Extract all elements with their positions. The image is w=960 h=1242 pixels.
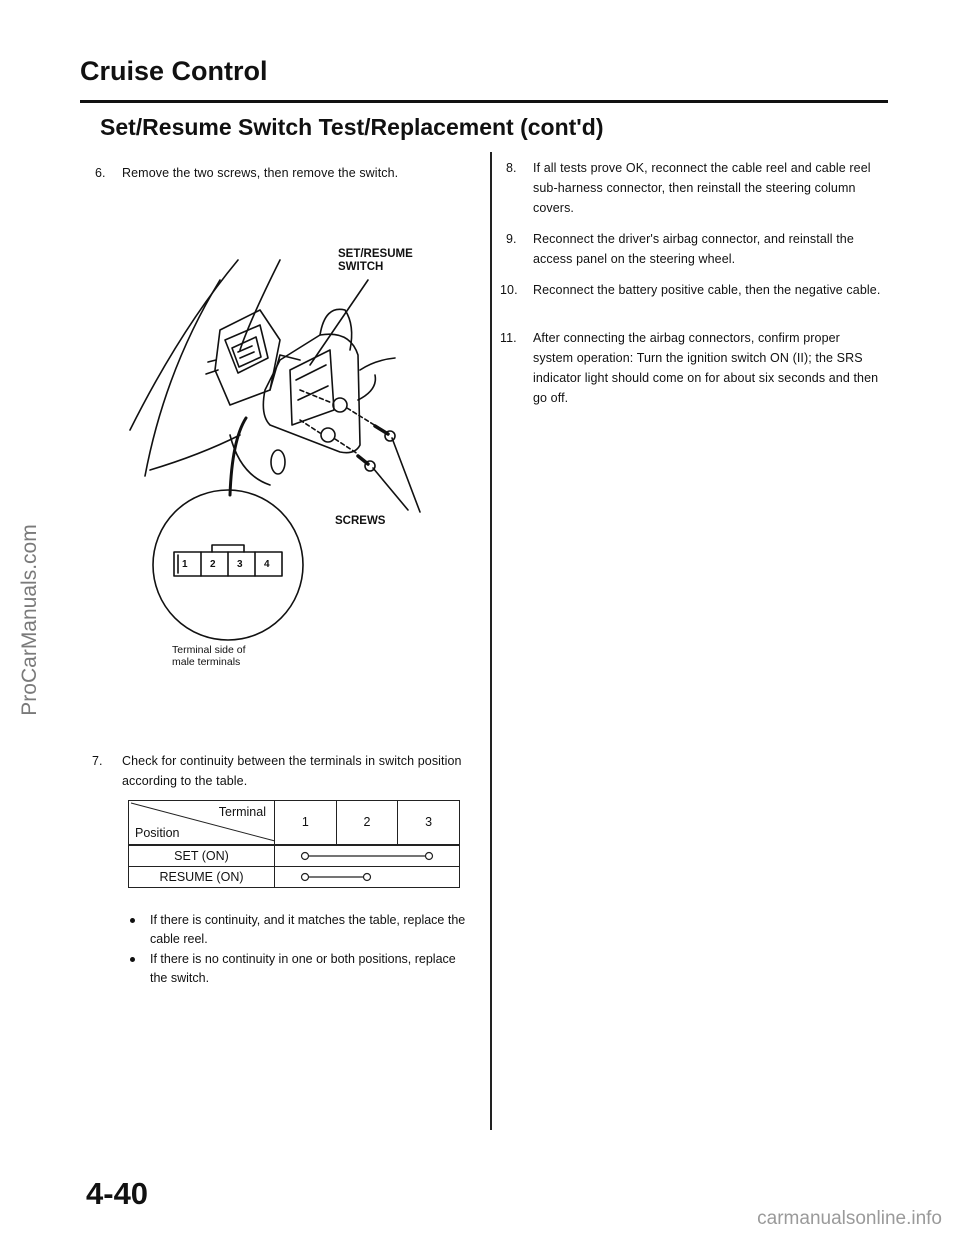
step-10-text: Reconnect the battery positive cable, then the negative cable. (533, 283, 881, 297)
column-header-1: 1 (275, 801, 337, 845)
terminal-side-caption-line2: male terminals (172, 656, 241, 668)
column-divider (490, 152, 492, 1130)
bullet-dot (130, 957, 135, 962)
step-8 (506, 158, 882, 222)
step-7 (92, 751, 464, 793)
terminal-side-caption-line1: Terminal side of (172, 644, 246, 656)
label-set-resume-switch-line1: SET/RESUME (338, 248, 413, 260)
step-6 (95, 163, 455, 185)
terminal-number-2: 2 (210, 559, 216, 570)
table-header-row (129, 801, 460, 845)
step-9-text: Reconnect the driver's airbag connector, and reinstall the access panel on the steering wheel. (533, 232, 854, 266)
label-set-resume-switch (338, 248, 413, 274)
switch-removal-figure (120, 240, 470, 680)
result-bullets (128, 911, 466, 989)
column-header-3: 3 (398, 801, 460, 845)
step-7-text: Check for continuity between the terminals in switch position according to the table. (122, 754, 462, 788)
step-6-text: Remove the two screws, then remove the switch. (122, 166, 399, 180)
step-8-number: 8. (506, 161, 517, 175)
row-continuity-cells (275, 866, 460, 887)
section-title: Cruise Control (80, 56, 268, 86)
label-screws: SCREWS (335, 515, 386, 527)
bullet-text: If there is no continuity in one or both positions, replace the switch. (150, 952, 456, 985)
list-item (128, 911, 466, 949)
watermark-carmanualsonline: carmanualsonline.info (757, 1208, 942, 1229)
watermark-procarmanuals: ProCarManuals.com (18, 524, 41, 716)
step-10 (500, 280, 882, 324)
continuity-connection-set (275, 846, 459, 866)
step-11-text: After connecting the airbag connectors, confirm proper system operation: Turn the ignition switch ON (II); the SRS indicator light should come on for about six seconds and then go off. (533, 331, 879, 405)
row-continuity-cells (275, 845, 460, 867)
table-row (129, 845, 460, 867)
subsection-title: Set/Resume Switch Test/Replacement (cont'd) (100, 114, 604, 140)
bullet-dot (130, 918, 135, 923)
step-11 (500, 328, 882, 412)
page-number: 4-40 (86, 1176, 149, 1211)
row-position-label: SET (ON) (129, 845, 275, 867)
row-position-label: RESUME (ON) (129, 866, 275, 887)
step-7-number: 7. (92, 754, 103, 768)
terminal-number-4: 4 (264, 559, 270, 570)
terminal-number-3: 3 (237, 559, 243, 570)
step-6-number: 6. (95, 166, 106, 180)
step-8-text: If all tests prove OK, reconnect the cable reel and cable reel sub-harness connector, then reinstall the steering column covers. (533, 161, 871, 215)
step-9-number: 9. (506, 232, 517, 246)
bullet-text: If there is continuity, and it matches the table, replace the cable reel. (150, 913, 466, 946)
list-item (128, 950, 466, 988)
label-set-resume-switch-line2: SWITCH (338, 261, 384, 273)
continuity-terminal-dot (302, 852, 309, 859)
step-9 (506, 229, 882, 273)
title-rule (80, 100, 888, 103)
continuity-terminal-dot (302, 873, 309, 880)
terminal-number-1: 1 (182, 559, 188, 570)
terminal-side-caption (172, 644, 246, 668)
continuity-table (128, 800, 460, 888)
step-11-number: 11. (500, 331, 517, 345)
switch-removal-illustration (120, 240, 470, 680)
table-corner-cell (129, 801, 275, 845)
column-header-2: 2 (336, 801, 398, 845)
continuity-table-grid (128, 800, 460, 888)
table-row (129, 866, 460, 887)
corner-label-terminal: Terminal (218, 805, 266, 819)
step-10-number: 10. (500, 283, 518, 297)
corner-label-position: Position (135, 825, 180, 840)
continuity-terminal-dot (364, 873, 371, 880)
continuity-connection-resume (275, 867, 459, 887)
continuity-terminal-dot (426, 852, 433, 859)
